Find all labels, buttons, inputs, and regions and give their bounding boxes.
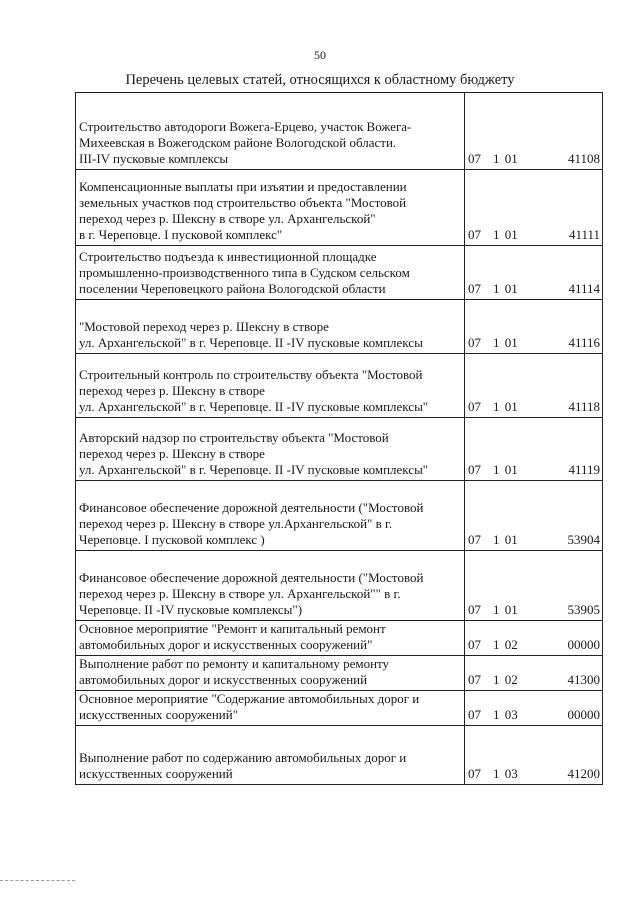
activity-code: 01 (504, 151, 518, 166)
description-line: искусственных сооружений (79, 766, 233, 781)
description-line: Авторский надзор по строительству объекта "Мостовой (79, 430, 389, 445)
description-line: автомобильных дорог и искусственных сооружений (79, 672, 368, 687)
article-code-cell (465, 93, 603, 170)
description-line: Основное мероприятие "Содержание автомобильных дорог и (79, 691, 420, 706)
table-row (76, 726, 603, 785)
article-description-cell (76, 551, 465, 621)
program-code: 07 (468, 151, 481, 166)
subprogram-code: 1 (493, 602, 500, 617)
direction-code: 41108 (567, 151, 600, 166)
description-line: Выполнение работ по ремонту и капитальному ремонту (79, 656, 390, 671)
description-line: Строительный контроль по строительству объекта "Мостовой (79, 367, 423, 382)
article-code-cell (465, 170, 603, 246)
description-line: искусственных сооружений" (79, 707, 238, 722)
subprogram-code: 1 (493, 151, 500, 166)
table-row (76, 300, 603, 354)
description-line: Основное мероприятие "Ремонт и капитальный ремонт (79, 621, 386, 636)
direction-code: 53905 (567, 602, 600, 617)
table-row (76, 481, 603, 551)
activity-code: 01 (504, 227, 518, 242)
activity-code: 01 (504, 281, 518, 296)
table-row (76, 621, 603, 656)
direction-code: 41111 (568, 227, 600, 242)
article-code-cell (465, 656, 603, 691)
subprogram-code: 1 (493, 637, 500, 652)
program-code: 07 (468, 227, 481, 242)
program-code: 07 (468, 766, 481, 781)
description-line: Строительство подъезда к инвестиционной площадке (79, 249, 377, 264)
article-description-cell (76, 354, 465, 418)
activity-code: 01 (504, 462, 518, 477)
direction-code: 00000 (567, 707, 600, 722)
activity-code: 01 (504, 532, 518, 547)
description-line: Михеевская в Вожегодском районе Вологодской области. (79, 135, 397, 150)
description-line: Финансовое обеспечение дорожной деятельности ("Мостовой (79, 570, 424, 585)
description-line: в г. Череповце. I пусковой комплекс" (79, 227, 283, 242)
table-row (76, 93, 603, 170)
article-description-cell (76, 481, 465, 551)
description-line: переход через р. Шексну в створе (79, 383, 265, 398)
article-code-cell (465, 246, 603, 300)
table-row (76, 246, 603, 300)
direction-code: 53904 (567, 532, 600, 547)
description-line: Строительство автодороги Вожега-Ерцево, участок Вожега- (79, 119, 412, 134)
article-code-cell (465, 418, 603, 481)
program-code: 07 (468, 707, 481, 722)
activity-code: 02 (504, 672, 518, 687)
direction-code: 41119 (568, 462, 600, 477)
description-line: поселении Череповецкого района Вологодской области (79, 281, 386, 296)
description-line: автомобильных дорог и искусственных сооружений" (79, 637, 373, 652)
program-code: 07 (468, 462, 481, 477)
activity-code: 03 (504, 766, 518, 781)
table-row (76, 691, 603, 726)
program-code: 07 (468, 532, 481, 547)
activity-code: 01 (504, 602, 518, 617)
subprogram-code: 1 (493, 399, 500, 414)
description-line: "Мостовой переход через р. Шексну в створе (79, 319, 329, 334)
direction-code: 41114 (568, 281, 600, 296)
program-code: 07 (468, 672, 481, 687)
activity-code: 02 (504, 637, 518, 652)
program-code: 07 (468, 637, 481, 652)
target-articles-table (75, 92, 603, 785)
table-row (76, 551, 603, 621)
direction-code: 41200 (567, 766, 600, 781)
table-row (76, 418, 603, 481)
article-description-cell (76, 691, 465, 726)
description-line: ул. Архангельской" в г. Череповце. II -IV пусковые комплексы" (79, 462, 429, 477)
description-line: Череповце. I пусковой комплекс ) (79, 532, 265, 547)
direction-code: 41118 (568, 399, 600, 414)
description-line: III-IV пусковые комплексы (79, 151, 229, 166)
article-description-cell (76, 170, 465, 246)
description-line: Череповце. II -IV пусковые комплексы") (79, 602, 303, 617)
description-line: переход через р. Шексну в створе ул.Архангельской" в г. (79, 516, 393, 531)
description-line: Компенсационные выплаты при изъятии и предоставлении (79, 179, 407, 194)
direction-code: 00000 (567, 637, 600, 652)
description-line: ул. Архангельской" в г. Череповце. II -IV пусковые комплексы" (79, 399, 429, 414)
article-description-cell (76, 621, 465, 656)
page-number: 50 (314, 48, 326, 62)
subprogram-code: 1 (493, 462, 500, 477)
article-code-cell (465, 726, 603, 785)
description-line: Выполнение работ по содержанию автомобильных дорог и (79, 750, 407, 765)
article-description-cell (76, 726, 465, 785)
description-line: переход через р. Шексну в створе ул. Архангельской" (79, 211, 376, 226)
article-description-cell (76, 656, 465, 691)
program-code: 07 (468, 602, 481, 617)
article-code-cell (465, 621, 603, 656)
subprogram-code: 1 (493, 707, 500, 722)
program-code: 07 (468, 335, 481, 350)
description-line: переход через р. Шексну в створе (79, 446, 265, 461)
activity-code: 03 (504, 707, 518, 722)
subprogram-code: 1 (493, 532, 500, 547)
activity-code: 01 (504, 335, 518, 350)
article-code-cell (465, 551, 603, 621)
article-description-cell (76, 418, 465, 481)
description-line: ул. Архангельской" в г. Череповце. II -IV пусковые комплексы (79, 335, 423, 350)
table-row (76, 656, 603, 691)
program-code: 07 (468, 281, 481, 296)
description-line: переход через р. Шексну в створе ул. Архангельской"" в г. (79, 586, 401, 601)
article-description-cell (76, 300, 465, 354)
activity-code: 01 (504, 399, 518, 414)
article-code-cell (465, 481, 603, 551)
document-title: Перечень целевых статей, относящихся к областному бюджету (125, 72, 515, 88)
subprogram-code: 1 (493, 281, 500, 296)
description-line: земельных участков под строительство объекта "Мостовой (79, 195, 407, 210)
subprogram-code: 1 (493, 672, 500, 687)
subprogram-code: 1 (493, 335, 500, 350)
description-line: промышленно-производственного типа в Судском сельском (79, 265, 410, 280)
direction-code: 41300 (567, 672, 600, 687)
table-row (76, 170, 603, 246)
direction-code: 41116 (568, 335, 600, 350)
table-row (76, 354, 603, 418)
article-code-cell (465, 300, 603, 354)
description-line: Финансовое обеспечение дорожной деятельности ("Мостовой (79, 500, 424, 515)
program-code: 07 (468, 399, 481, 414)
subprogram-code: 1 (493, 227, 500, 242)
subprogram-code: 1 (493, 766, 500, 781)
article-description-cell (76, 93, 465, 170)
article-description-cell (76, 246, 465, 300)
article-code-cell (465, 691, 603, 726)
footer-rule (0, 880, 75, 881)
article-code-cell (465, 354, 603, 418)
